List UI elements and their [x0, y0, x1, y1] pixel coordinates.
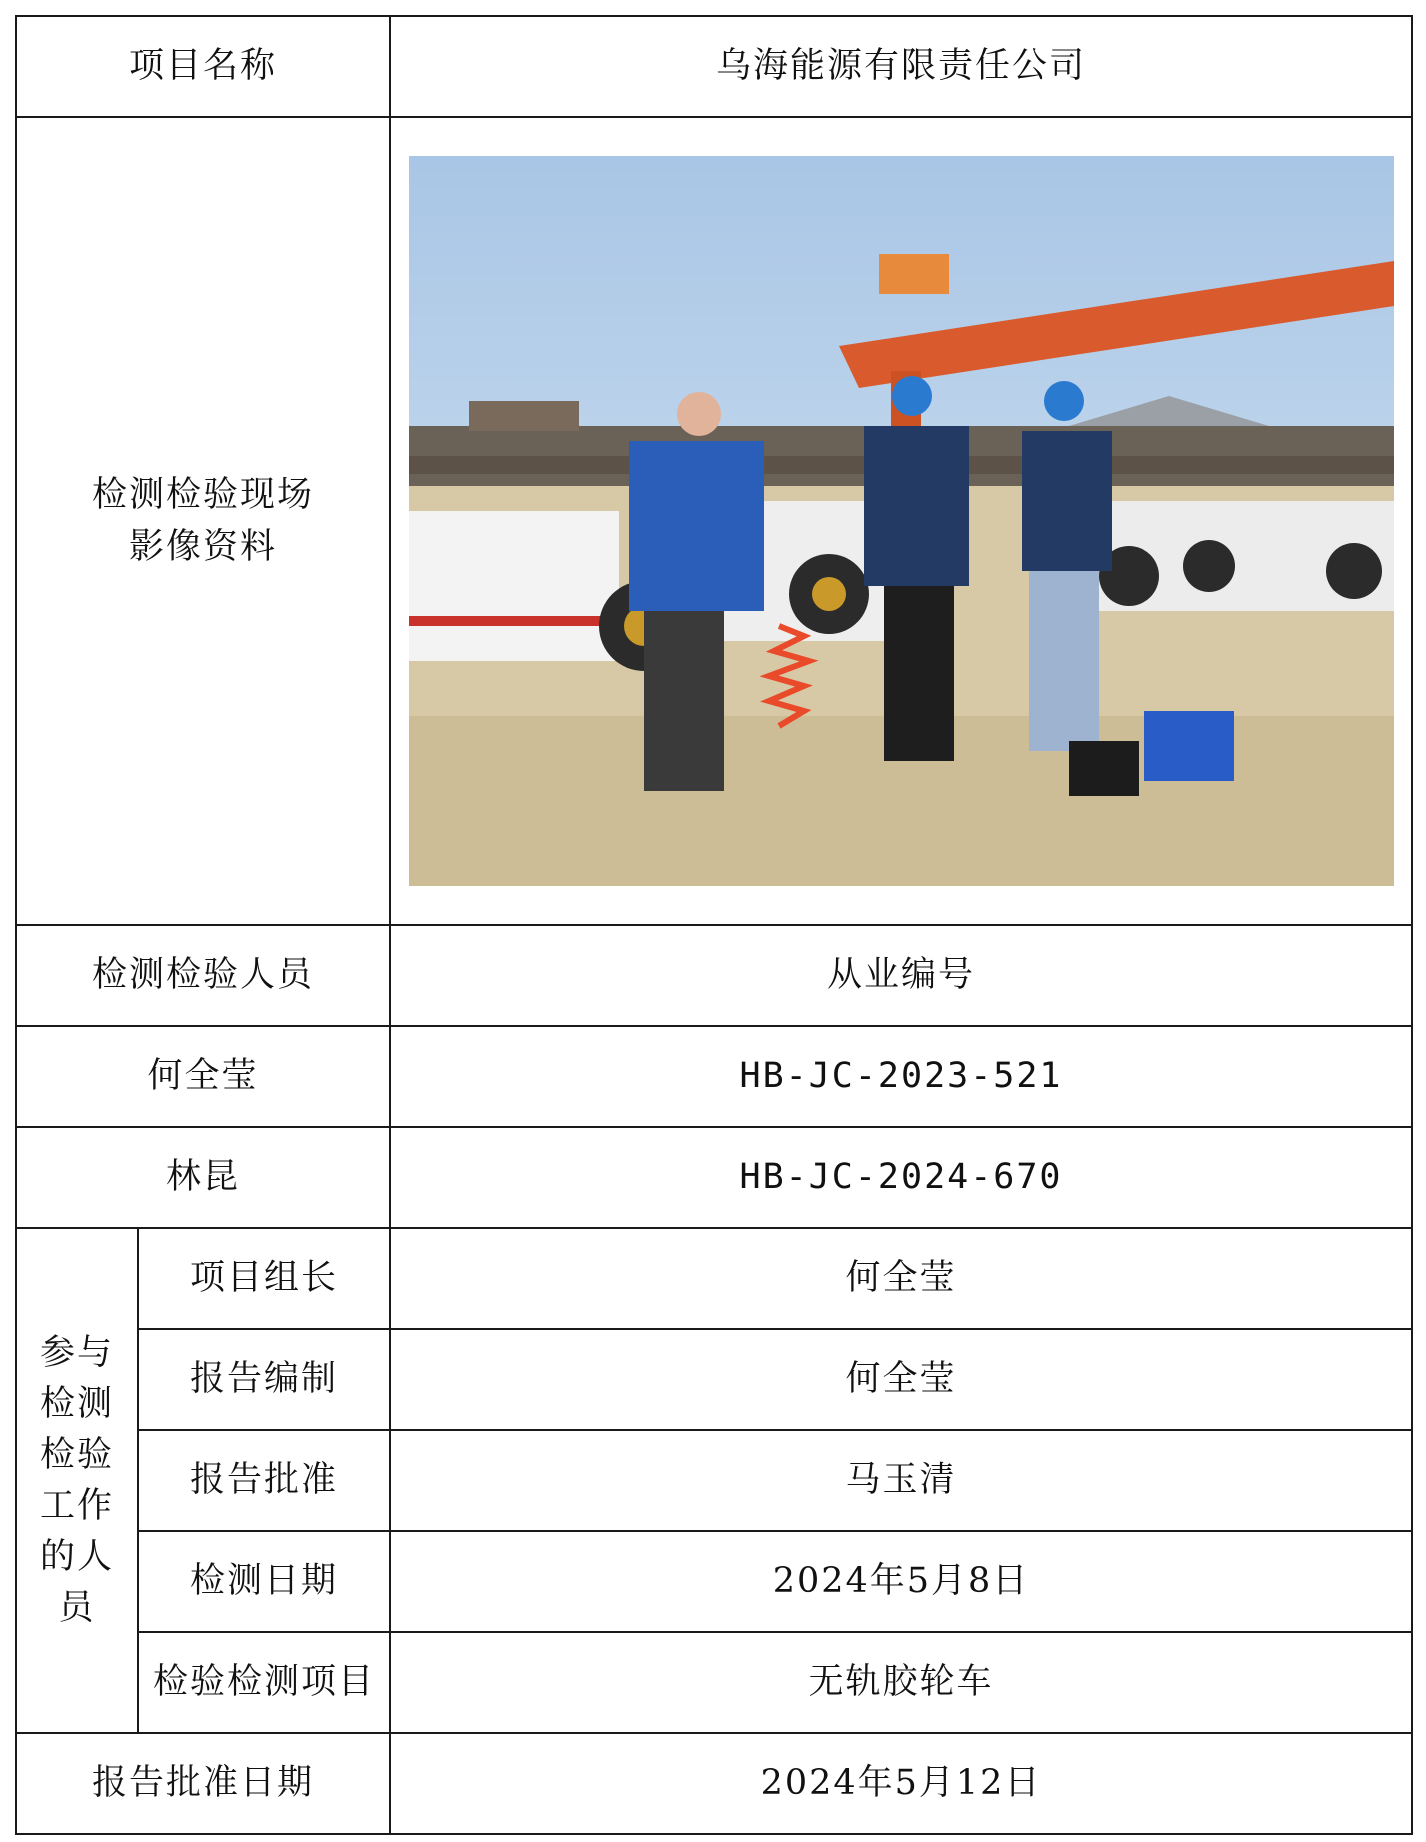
- approval-date-row: [16, 1733, 1412, 1834]
- participants-group-label-text: 参与检测检验工作的人员: [39, 1332, 114, 1628]
- participant-row: [16, 1430, 1412, 1531]
- participant-row: [16, 1228, 1412, 1329]
- approval-date-label: 报告批准日期: [16, 1733, 390, 1834]
- staff-row: [16, 1026, 1412, 1127]
- staff-header-row: [16, 925, 1412, 1026]
- staff-row: [16, 1127, 1412, 1228]
- project-name-value: 乌海能源有限责任公司: [390, 16, 1412, 117]
- photo-section-label: [16, 117, 390, 925]
- participant-row: [16, 1531, 1412, 1632]
- participant-value: 无轨胶轮车: [390, 1632, 1412, 1733]
- inspection-record-table: [15, 15, 1413, 1835]
- participant-role: 项目组长: [138, 1228, 390, 1329]
- participants-group-label: [16, 1228, 138, 1733]
- project-row: [16, 16, 1412, 117]
- participant-role: 检测日期: [138, 1531, 390, 1632]
- site-photo-cell: [390, 117, 1412, 925]
- photo-section-label-text: 检测检验现场影像资料: [91, 474, 314, 567]
- staff-name: 何全莹: [16, 1026, 390, 1127]
- staff-id: HB-JC-2023-521: [390, 1026, 1412, 1127]
- participant-value: 马玉清: [390, 1430, 1412, 1531]
- participant-role: 检验检测项目: [138, 1632, 390, 1733]
- site-photo: [409, 156, 1394, 886]
- participant-value: 2024年5月8日: [390, 1531, 1412, 1632]
- staff-name-header: 检测检验人员: [16, 925, 390, 1026]
- staff-name: 林昆: [16, 1127, 390, 1228]
- project-name-label: 项目名称: [16, 16, 390, 117]
- participant-row: [16, 1632, 1412, 1733]
- participant-value: 何全莹: [390, 1228, 1412, 1329]
- approval-date-value: 2024年5月12日: [390, 1733, 1412, 1834]
- staff-id-header: 从业编号: [390, 925, 1412, 1026]
- participant-role: 报告编制: [138, 1329, 390, 1430]
- photo-row: [16, 117, 1412, 925]
- participant-value: 何全莹: [390, 1329, 1412, 1430]
- staff-id: HB-JC-2024-670: [390, 1127, 1412, 1228]
- participant-role: 报告批准: [138, 1430, 390, 1531]
- report-sheet: [15, 15, 1411, 1826]
- participant-row: [16, 1329, 1412, 1430]
